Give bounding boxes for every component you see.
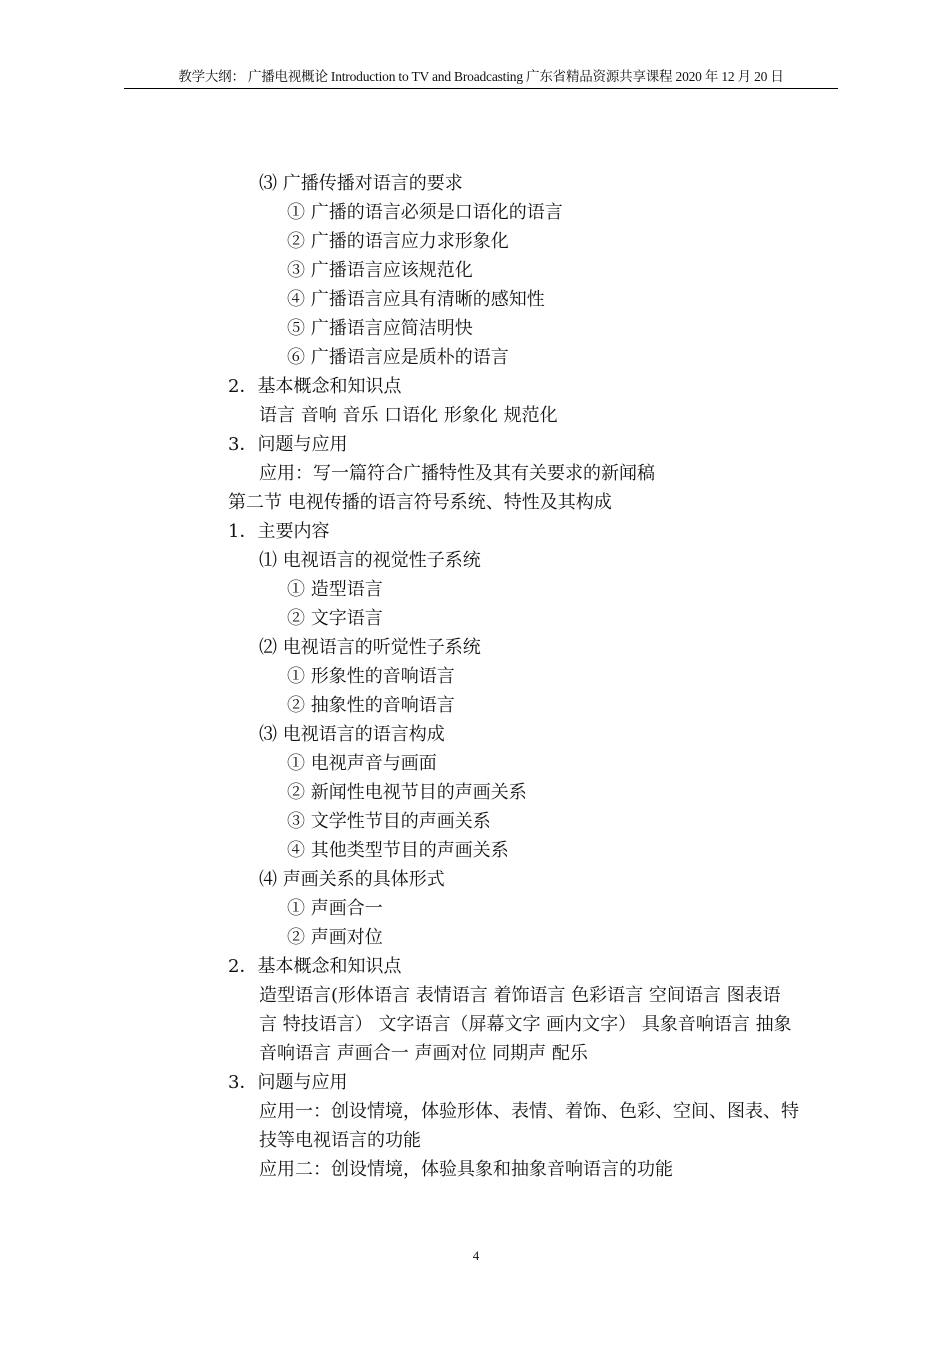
text-line: ⑥ 广播语言应是质朴的语言 (287, 347, 509, 368)
text-line: ③ 文学性节目的声画关系 (287, 811, 491, 832)
text-line: 1．主要内容 (228, 521, 330, 542)
text-line: ④ 广播语言应具有清晰的感知性 (287, 289, 545, 310)
text-line: 2．基本概念和知识点 (228, 956, 402, 977)
page-header: 教学大纲： 广播电视概论 Introduction to TV and Broadcasting 广东省精品资源共享课程 2020 年 12 月 20 日 (124, 66, 838, 89)
text-line: ② 广播的语言应力求形象化 (287, 231, 509, 252)
text-line: ⑵ 电视语言的听觉性子系统 (259, 637, 481, 658)
text-line: ② 抽象性的音响语言 (287, 695, 455, 716)
text-line: ② 声画对位 (287, 927, 383, 948)
page-number: 4 (472, 1248, 480, 1263)
text-line: ⑷ 声画关系的具体形式 (259, 869, 445, 890)
text-line: 3．问题与应用 (228, 434, 348, 455)
text-line: ① 广播的语言必须是口语化的语言 (287, 202, 563, 223)
text-line: ③ 广播语言应该规范化 (287, 260, 473, 281)
text-line: ⑶ 广播传播对语言的要求 (259, 173, 463, 194)
text-line: 3．问题与应用 (228, 1072, 348, 1093)
text-line: 应用：写一篇符合广播特性及其有关要求的新闻稿 (259, 463, 655, 484)
text-line: ⑴ 电视语言的视觉性子系统 (259, 550, 481, 571)
text-line: 语言 音响 音乐 口语化 形象化 规范化 (259, 405, 558, 426)
text-line: ② 文字语言 (287, 608, 383, 629)
text-line: ① 形象性的音响语言 (287, 666, 455, 687)
text-line: ④ 其他类型节目的声画关系 (287, 840, 509, 861)
text-line: ① 电视声音与画面 (287, 753, 437, 774)
text-line: 言 特技语言） 文字语言（屏幕文字 画内文字） 具象音响语言 抽象 (259, 1014, 792, 1035)
text-line: ① 声画合一 (287, 898, 383, 919)
text-line: 第二节 电视传播的语言符号系统、特性及其构成 (228, 492, 612, 513)
text-line: ⑶ 电视语言的语言构成 (259, 724, 445, 745)
text-line: ⑤ 广播语言应简洁明快 (287, 318, 473, 339)
text-line: ① 造型语言 (287, 579, 383, 600)
text-line: 2．基本概念和知识点 (228, 376, 402, 397)
text-line: 应用二：创设情境，体验具象和抽象音响语言的功能 (259, 1159, 673, 1180)
text-line: 音响语言 声画合一 声画对位 同期声 配乐 (259, 1043, 588, 1064)
text-line: ② 新闻性电视节目的声画关系 (287, 782, 527, 803)
text-line: 技等电视语言的功能 (259, 1130, 421, 1151)
text-line: 应用一：创设情境，体验形体、表情、着饰、色彩、空间、图表、特 (259, 1101, 799, 1122)
text-line: 造型语言(形体语言 表情语言 着饰语言 色彩语言 空间语言 图表语 (259, 985, 781, 1006)
